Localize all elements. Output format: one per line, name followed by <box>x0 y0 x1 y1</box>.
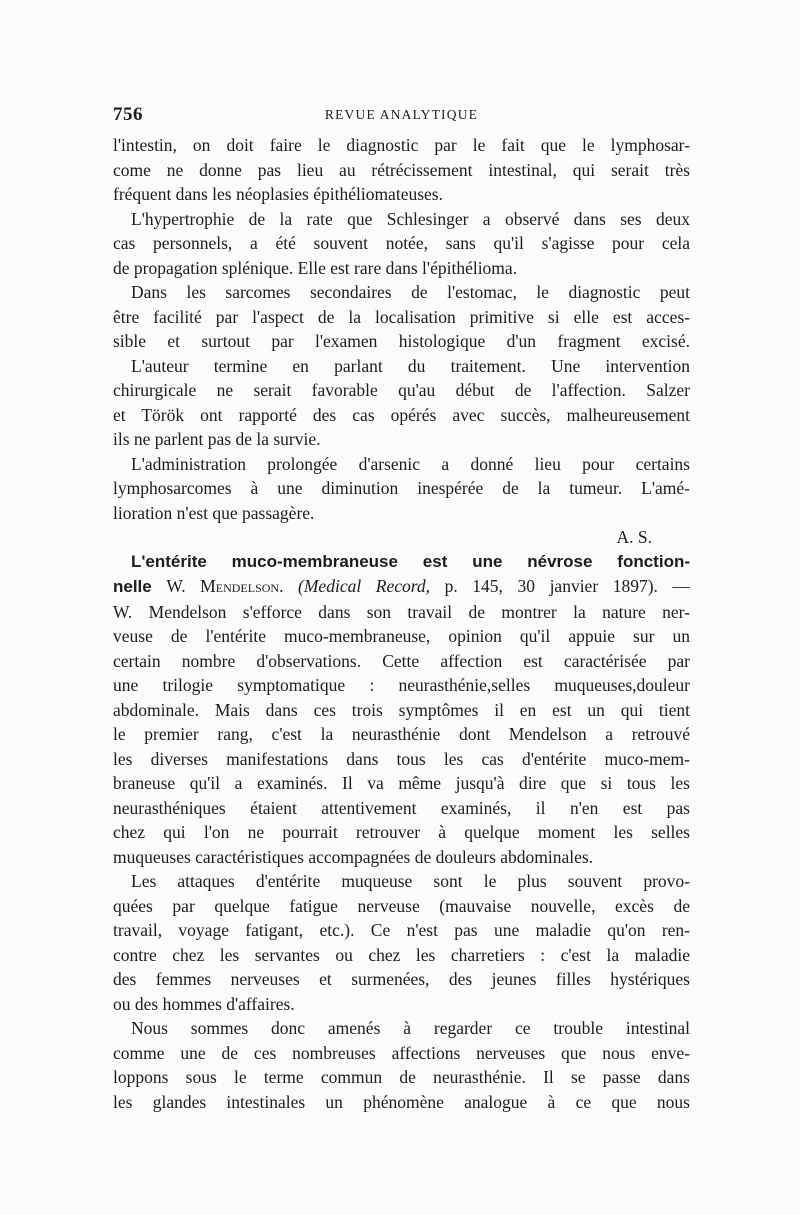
running-title: REVUE ANALYTIQUE <box>324 107 479 122</box>
text-line: être facilité par l'aspect de la localisation primitive si elle est acces- <box>113 306 690 327</box>
text-line: lymphosarcomes à une diminution inespérée de la tumeur. L'amé- <box>113 478 690 498</box>
text-line: Dans les sarcomes secondaires de l'estomac, le diagnostic peut <box>131 282 690 302</box>
page-body <box>113 133 690 1114</box>
text-line: travail, voyage fatigant, etc.). Ce n'est pas une maladie qu'on ren- <box>113 920 690 940</box>
text-line: veuse de l'entérite muco-membraneuse, opinion qu'il appuie sur un <box>113 626 690 646</box>
text-line: cas personnels, a été souvent notée, sans qu'il s'agisse pour cela <box>113 233 690 253</box>
text-line: abdominale. Mais dans ces trois symptômes il en est un qui tient <box>113 699 690 720</box>
text-line: braneuse qu'il a examinés. Il va même jusqu'à dire que si tous les <box>113 773 690 793</box>
text-line: come ne donne pas lieu au rétrécissement intestinal, qui serait très <box>113 159 690 180</box>
text-line: Nous sommes donc amenés à regarder ce trouble intestinal <box>131 1018 690 1038</box>
text-line: contre chez les servantes ou chez les charretiers : c'est la maladie <box>113 944 690 965</box>
text-line: quées par quelque fatigue nerveuse (mauvaise nouvelle, excès de <box>113 895 690 916</box>
text-line: L'hypertrophie de la rate que Schlesinger a observé dans ses deux <box>131 208 690 229</box>
citation-journal: (Medical Record, <box>298 576 431 596</box>
text-line: muqueuses caractéristiques accompagnées de douleurs abdominales. <box>113 846 594 867</box>
article-title: L'entérite muco-membraneuse est une névrose fonction- <box>131 551 690 571</box>
author-signature: A. S. <box>616 527 652 547</box>
text-line: W. Mendelson s'efforce dans son travail de montrer la nature ner- <box>113 601 690 622</box>
text-line: le premier rang, c'est la neurasthénie dont Mendelson a retrouvé <box>113 724 690 744</box>
text-line: sible et surtout par l'examen histologique d'un fragment excisé. <box>113 331 690 351</box>
text-line: les glandes intestinales un phénomène analogue à ce que nous <box>113 1091 690 1112</box>
text-line: loppons sous le terme commun de neurasthénie. Il se passe dans <box>113 1067 690 1087</box>
text-line: de propagation splénique. Elle est rare dans l'épithélioma. <box>113 257 518 278</box>
text-line: neurasthéniques étaient attentivement examinés, il n'en est pas <box>113 797 690 818</box>
text-line: et Török ont rapporté des cas opérés avec succès, malheureusement <box>113 404 690 425</box>
text-line: fréquent dans les néoplasies épithéliomateuses. <box>113 184 443 204</box>
text-line: ou des hommes d'affaires. <box>113 993 295 1014</box>
text-line: comme une de ces nombreuses affections nerveuses que nous enve- <box>113 1042 690 1063</box>
text-line: L'administration prolongée d'arsenic a donné lieu pour certains <box>131 453 690 474</box>
text-line: chirurgicale ne serait favorable qu'au début de l'affection. Salzer <box>113 380 690 400</box>
text-line: certain nombre d'observations. Cette affection est caractérisée par <box>113 650 690 671</box>
citation-author: W. Mendelson. <box>166 576 284 596</box>
article-title-end: nelle <box>113 577 152 596</box>
text-line: les diverses manifestations dans tous les cas d'entérite muco-mem- <box>113 748 690 769</box>
page-number: 756 <box>113 104 143 125</box>
text-line: L'auteur termine en parlant du traitement. Une intervention <box>131 355 690 376</box>
text-line: ils ne parlent pas de la survie. <box>113 429 321 449</box>
citation-details: p. 145, 30 janvier 1897). — <box>444 576 690 596</box>
citation-line <box>113 574 690 600</box>
text-line: chez qui l'on ne pourrait retrouver à quelque moment les selles <box>113 822 690 842</box>
text-line: une trilogie symptomatique : neurasthénie,selles muqueuses,douleur <box>113 675 690 695</box>
text-line: lioration n'est que passagère. <box>113 502 315 523</box>
text-line: l'intestin, on doit faire le diagnostic par le fait que le lymphosar- <box>113 135 690 155</box>
text-line: Les attaques d'entérite muqueuse sont le plus souvent provo- <box>131 871 690 891</box>
page-header <box>113 104 690 126</box>
text-line: des femmes nerveuses et surmenées, des jeunes filles hystériques <box>113 969 690 989</box>
